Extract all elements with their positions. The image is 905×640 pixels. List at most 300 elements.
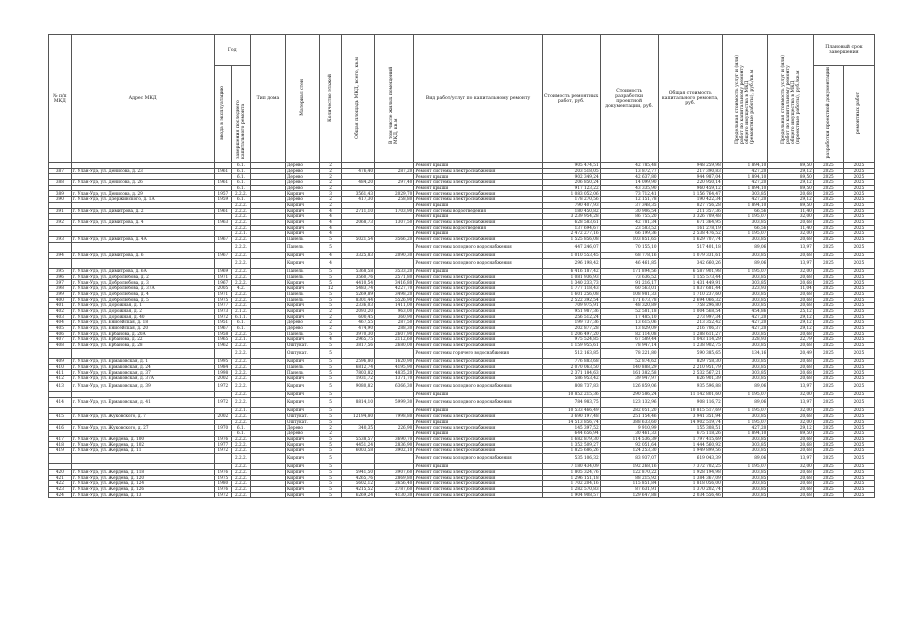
cell-limit-design: 20,68 (768, 486, 814, 492)
cell-total-cost: 1 155 573,44 (658, 274, 722, 280)
cell-limit-repair: 89,06 (722, 242, 768, 252)
cell-work-type: Ремонт крыши (414, 214, 542, 220)
cell-plan-design: 2025 (813, 225, 843, 231)
cell-total-cost: 590 385,65 (658, 348, 722, 358)
cell-year-built: 1975 (214, 297, 232, 303)
cell-wall-material: Дерево (286, 185, 320, 191)
cell-living-area: 3566,20 (375, 236, 414, 242)
cell-living-area: 1703,90 (375, 208, 414, 214)
table-row (49, 258, 875, 268)
table-row (49, 348, 875, 358)
cell-repair-cost: 951 987,36 (542, 308, 600, 314)
cell-floors: 5 (320, 236, 342, 242)
cell-house-type (250, 258, 285, 268)
cell-row-number: 398 (49, 286, 72, 292)
cell-plan-design: 2025 (813, 348, 843, 358)
cell-plan-design: 2025 (813, 274, 843, 280)
cell-wall-material: Оштукат. (286, 414, 320, 420)
cell-floors: 5 (320, 364, 342, 370)
cell-plan-design: 2025 (813, 253, 843, 259)
cell-design-cost: 87 631,91 (600, 486, 658, 492)
cell-wall-material: Оштукат. (286, 348, 320, 358)
cell-floors: 4 (320, 208, 342, 214)
cell-year-built: 1965 (214, 337, 232, 343)
cell-year-repair: 2.2.2. (232, 297, 251, 303)
cell-work-type: Ремонт системы электроснабжения (414, 236, 542, 242)
cell-limit-repair: 303,85 (722, 448, 768, 454)
cell-year-repair: 2.2.2. (232, 242, 251, 252)
cell-repair-cost: 975 524,85 (542, 337, 600, 343)
cell-work-type: Ремонт системы водоотведения (414, 225, 542, 231)
cell-design-cost: 83 937,07 (600, 453, 658, 463)
cell-plan-repair: 2025 (843, 231, 874, 237)
cell-work-type: Ремонт системы электроснабжения (414, 442, 542, 448)
cell-floors: 2 (320, 168, 342, 174)
cell-limit-design: 11,40 (768, 208, 814, 214)
cell-design-cost: 39 947,97 (600, 376, 658, 382)
cell-work-type: Ремонт системы электроснабжения (414, 448, 542, 454)
cell-plan-repair: 2025 (843, 325, 874, 331)
cell-total-area: 2711,10 (341, 208, 374, 214)
cell-year-built: 1975 (214, 475, 232, 481)
cell-year-repair: 2.2.2. (232, 475, 251, 481)
cell-floors: 5 (320, 486, 342, 492)
cell-limit-design: 29,12 (768, 320, 814, 326)
cell-repair-cost: 137 694,67 (542, 225, 600, 231)
cell-address: г. Улан-Удэ, ул. Ермаковская, д. 39 (71, 381, 214, 391)
cell-address (71, 453, 214, 463)
cell-repair-cost: 1 825 686,26 (542, 448, 600, 454)
cell-design-cost: 52 874,62 (600, 359, 658, 365)
cell-repair-cost: 1 083 052,06 (542, 191, 600, 197)
cell-plan-design: 2025 (813, 197, 843, 203)
cell-total-area: 5538,57 (341, 436, 374, 442)
cell-plan-design: 2025 (813, 269, 843, 275)
cell-repair-cost: 644 656,94 (542, 431, 600, 437)
cell-address (71, 258, 214, 268)
cell-repair-cost: 1 206 497,20 (542, 331, 600, 337)
cell-total-area: 3560,76 (341, 274, 374, 280)
cell-living-area: 1307,50 (375, 219, 414, 225)
cell-limit-design: 20,68 (768, 331, 814, 337)
cell-limit-repair: 1 894,10 (722, 185, 768, 191)
cell-total-cost: 758 296,80 (658, 303, 722, 309)
cell-floors: 2 (320, 308, 342, 314)
cell-limit-design: 29,12 (768, 325, 814, 331)
cell-wall-material: Дерево (286, 180, 320, 186)
cell-work-type: Ремонт системы водоотведения (414, 208, 542, 214)
table-row (49, 242, 875, 252)
cell-year-built: 1972 (214, 314, 232, 320)
cell-total-cost: 342 660,26 (658, 258, 722, 268)
cell-work-type: Ремонт системы холодного водоснабжения (414, 242, 542, 252)
cell-plan-repair: 2025 (843, 376, 874, 382)
cell-year-built: 1972 (214, 448, 232, 454)
cell-wall-material: Кирпич (286, 376, 320, 382)
cell-year-repair: 6.1. (232, 431, 251, 437)
cell-limit-design: 32,00 (768, 214, 814, 220)
cell-total-area: 5941,50 (341, 469, 374, 475)
cell-limit-design: 20,68 (768, 370, 814, 376)
cell-limit-design: 20,68 (768, 475, 814, 481)
cell-work-type: Ремонт системы электроснабжения (414, 303, 542, 309)
cell-design-cost: 14 099,90 (600, 180, 658, 186)
cell-limit-design: 29,12 (768, 314, 814, 320)
cell-limit-design: 29,12 (768, 425, 814, 431)
cell-limit-design: 89,50 (768, 174, 814, 180)
cell-row-number: 392 (49, 219, 72, 225)
cell-address: г. Улан-Удэ, ул. Дорожная, д. 1 (71, 303, 214, 309)
cell-row-number: 424 (49, 492, 72, 498)
cell-limit-design: 13,97 (768, 242, 814, 252)
cell-work-type: Ремонт крыши (414, 419, 542, 425)
cell-plan-repair: 2025 (843, 208, 874, 214)
header-plan-repair: ремонтных работ (843, 66, 874, 163)
cell-year-built: 1963 (214, 219, 232, 225)
cell-repair-cost: 1 525 856,08 (542, 236, 600, 242)
cell-limit-design: 11,40 (768, 225, 814, 231)
cell-limit-design: 20,68 (768, 280, 814, 286)
cell-total-cost: 1 837 681,44 (658, 286, 722, 292)
cell-repair-cost: 1 702 204,16 (542, 481, 600, 487)
cell-total-cost: 1 004 568,54 (658, 308, 722, 314)
cell-living-area (375, 348, 414, 358)
cell-total-cost: 213 352,42 (658, 320, 722, 326)
cell-repair-cost: 6 416 187,42 (542, 269, 600, 275)
cell-repair-cost: 1 352 509,27 (542, 442, 600, 448)
cell-total-cost: 1 949 899,56 (658, 448, 722, 454)
cell-plan-repair: 2025 (843, 242, 874, 252)
cell-year-built: 1967 (214, 325, 232, 331)
cell-floors: 5 (320, 436, 342, 442)
cell-wall-material: Панель (286, 364, 320, 370)
cell-address: г. Улан-Удэ, ул. Димитрова, д. 6 (71, 253, 214, 259)
cell-wall-material: Кирпич (286, 202, 320, 208)
cell-living-area: 3533,20 (375, 269, 414, 275)
cell-total-cost: 1 079 331,61 (658, 253, 722, 259)
cell-limit-repair: 1 894,10 (722, 202, 768, 208)
cell-floors: 5 (320, 269, 342, 275)
cell-design-cost: 78 947,14 (600, 343, 658, 349)
cell-limit-repair: 1 195,07 (722, 419, 768, 425)
table-body (49, 163, 875, 498)
cell-repair-cost: 784 983,75 (542, 397, 600, 407)
cell-design-cost: 60 563,01 (600, 286, 658, 292)
cell-design-cost: 48 320,89 (600, 303, 658, 309)
cell-wall-material: Кирпич (286, 258, 320, 268)
cell-address: г. Улан-Удэ, ул. Добролюбова, д. 2 (71, 274, 214, 280)
cell-row-number: 389 (49, 191, 72, 197)
cell-repair-cost: 1 777 118,43 (542, 286, 600, 292)
cell-plan-design: 2025 (813, 185, 843, 191)
cell-repair-cost: 1 340 233,73 (542, 280, 600, 286)
cell-repair-cost: 1 601 256,08 (542, 291, 600, 297)
cell-plan-design: 2025 (813, 370, 843, 376)
cell-year-built: 1967 (214, 253, 232, 259)
cell-work-type: Ремонт системы электроснабжения (414, 469, 542, 475)
cell-floors: 5 (320, 453, 342, 463)
cell-year-repair: 2.2.1. (232, 408, 251, 414)
cell-design-cost: 171 673,78 (600, 297, 658, 303)
cell-limit-repair: 1 195,07 (722, 392, 768, 398)
cell-limit-repair: 427,20 (722, 425, 768, 431)
cell-plan-repair: 2025 (843, 337, 874, 343)
cell-total-cost: 1 043 114,29 (658, 337, 722, 343)
cell-year-repair: 2.2.2. (232, 359, 251, 365)
cell-limit-repair: 303,85 (722, 364, 768, 370)
cell-limit-design: 20,68 (768, 274, 814, 280)
cell-year-repair: 2.2.2. (232, 397, 251, 407)
cell-design-cost: 251 154,46 (600, 414, 658, 420)
cell-wall-material: Кирпич (286, 219, 320, 225)
cell-work-type: Ремонт системы электроснабжения (414, 337, 542, 343)
cell-living-area: 226,90 (375, 425, 414, 431)
cell-house-type (250, 492, 285, 498)
cell-year-repair: 2.2.2. (232, 364, 251, 370)
cell-limit-design: 20,68 (768, 414, 814, 420)
cell-year-repair: 2.2.2. (232, 370, 251, 376)
cell-total-cost: 944 987,04 (658, 174, 722, 180)
cell-wall-material: Панель (286, 291, 320, 297)
cell-plan-repair: 2025 (843, 180, 874, 186)
cell-address: г. Улан-Удэ, ул. Ермаковская, д. 1 (71, 359, 214, 365)
cell-limit-repair: 303,85 (722, 436, 768, 442)
cell-limit-repair: 303,85 (722, 191, 768, 197)
header-floors: Количество этажей (320, 35, 342, 163)
cell-plan-design: 2025 (813, 475, 843, 481)
cell-row-number: 420 (49, 469, 72, 475)
cell-plan-repair: 2025 (843, 486, 874, 492)
cell-total-area: 476,40 (341, 168, 374, 174)
cell-limit-design: 29,12 (768, 168, 814, 174)
cell-repair-cost: 7 180 434,09 (542, 464, 600, 470)
cell-plan-design: 2025 (813, 325, 843, 331)
cell-limit-repair: 89,06 (722, 397, 768, 407)
cell-plan-repair: 2025 (843, 397, 874, 407)
cell-work-type: Ремонт системы электроснабжения (414, 253, 542, 259)
cell-total-area: 1931,72 (341, 376, 374, 382)
cell-work-type: Ремонт системы холодного водоснабжения (414, 453, 542, 463)
cell-plan-repair: 2025 (843, 414, 874, 420)
cell-year-built: 1961 (214, 180, 232, 186)
header-limit-repair: Предельная стоимость услуг и (или) работ по капитальному ремонту общего имущества в МКД (ремонтные работы), руб./кв.м (722, 35, 768, 163)
cell-year-built: 1969 (214, 269, 232, 275)
cell-floors: 4 (320, 225, 342, 231)
cell-plan-repair: 2025 (843, 269, 874, 275)
cell-total-cost: 10 815 517,69 (658, 408, 722, 414)
cell-total-cost: 1 431 449,91 (658, 280, 722, 286)
cell-work-type: Ремонт крыши (414, 431, 542, 437)
cell-design-cost: 12 151,78 (600, 197, 658, 203)
cell-plan-repair: 2025 (843, 436, 874, 442)
cell-design-cost: 37 348,35 (600, 202, 658, 208)
cell-plan-repair: 2025 (843, 453, 874, 463)
cell-wall-material: Кирпич (286, 397, 320, 407)
cell-address (71, 242, 214, 252)
cell-limit-repair: 427,20 (722, 320, 768, 326)
cell-floors: 4 (320, 253, 342, 259)
cell-design-cost: 9 910,99 (600, 425, 658, 431)
cell-living-area: 2571,80 (375, 274, 414, 280)
cell-plan-design: 2025 (813, 486, 843, 492)
cell-design-cost: 86 755,20 (600, 214, 658, 220)
cell-limit-repair: 427,20 (722, 180, 768, 186)
cell-total-area: 6003,58 (341, 448, 374, 454)
cell-row-number: 416 (49, 425, 72, 431)
cell-total-cost: 3 326 709,48 (658, 214, 722, 220)
cell-floors: 5 (320, 475, 342, 481)
cell-address: г. Улан-Удэ, ул. Денисова, д. 29 (71, 191, 214, 197)
cell-plan-design: 2025 (813, 303, 843, 309)
cell-limit-repair: 89,06 (722, 258, 768, 268)
cell-limit-repair: 303,85 (722, 469, 768, 475)
cell-plan-repair: 2025 (843, 481, 874, 487)
cell-plan-design: 2025 (813, 419, 843, 425)
cell-total-cost: 517 401,18 (658, 242, 722, 252)
cell-total-area: 600,45 (341, 314, 374, 320)
cell-plan-design: 2025 (813, 320, 843, 326)
cell-total-area: 5602,12 (341, 481, 374, 487)
cell-plan-repair: 2025 (843, 225, 874, 231)
cell-repair-cost: 1 805 324,76 (542, 469, 600, 475)
cell-repair-cost: 1 010 553,45 (542, 253, 600, 259)
cell-repair-cost: 709 975,91 (542, 303, 600, 309)
cell-row-number: 409 (49, 359, 72, 365)
cell-year-built: 1971 (214, 291, 232, 297)
cell-work-type: Ремонт крыши (414, 408, 542, 414)
cell-plan-repair: 2025 (843, 408, 874, 414)
cell-address: г. Улан-Удэ, ул. Жердева, д. 13 (71, 492, 214, 498)
cell-living-area: 2607,90 (375, 331, 414, 337)
cell-address: г. Улан-Удэ, ул. Жердева, д. 124 (71, 481, 214, 487)
cell-address: г. Улан-Удэ, ул. Жердева, д. 126 (71, 486, 214, 492)
cell-address: г. Улан-Удэ, ул. Дорожная, д. 2 (71, 308, 214, 314)
cell-plan-design: 2025 (813, 343, 843, 349)
header-design-cost: Стоимость разработки проектной документации, руб. (600, 35, 658, 163)
cell-row-number: 412 (49, 376, 72, 382)
cell-repair-cost: 206 850,24 (542, 180, 600, 186)
cell-year-repair: 2.2.2. (232, 464, 251, 470)
cell-floors: 5 (320, 291, 342, 297)
header-plan-design: разработки проектной документации (813, 66, 843, 163)
cell-repair-cost: 2 522 392,54 (542, 297, 600, 303)
cell-total-cost: 1 384 367,09 (658, 475, 722, 481)
cell-row-number: 387 (49, 168, 72, 174)
cell-work-type: Ремонт системы электроснабжения (414, 492, 542, 498)
cell-total-cost: 829 758,30 (658, 359, 722, 365)
cell-total-cost: 161 278,19 (658, 225, 722, 231)
cell-plan-repair: 2025 (843, 291, 874, 297)
cell-total-cost: 2 210 951,79 (658, 364, 722, 370)
cell-total-area: 4410,54 (341, 280, 374, 286)
cell-year-repair: 2.2.1. (232, 337, 251, 343)
cell-limit-repair: 303,85 (722, 280, 768, 286)
cell-house-type (250, 381, 285, 391)
cell-limit-design: 20,68 (768, 219, 814, 225)
cell-wall-material: Панель (286, 236, 320, 242)
cell-repair-cost: 447 246,07 (542, 242, 600, 252)
cell-year-repair: 2.2.2. (232, 303, 251, 309)
cell-house-type (250, 397, 285, 407)
cell-wall-material: Панель (286, 269, 320, 275)
cell-floors: 2 (320, 185, 342, 191)
cell-wall-material: Кирпич (286, 475, 320, 481)
cell-total-cost: 671 364,95 (658, 219, 722, 225)
cell-work-type: Ремонт системы электроснабжения (414, 191, 542, 197)
cell-limit-repair: 323,93 (722, 286, 768, 292)
cell-floors: 5 (320, 280, 342, 286)
cell-total-cost: 1 629 707,74 (658, 236, 722, 242)
cell-row-number: 393 (49, 236, 72, 242)
cell-row-number: 402 (49, 308, 72, 314)
cell-total-cost: 1 818 056,00 (658, 481, 722, 487)
cell-wall-material: Кирпич (286, 280, 320, 286)
cell-wall-material: Оштукат. (286, 343, 320, 349)
cell-work-type: Ремонт системы холодного водоснабжения (414, 397, 542, 407)
cell-design-cost: 73 636,52 (600, 274, 658, 280)
cell-plan-design: 2025 (813, 425, 843, 431)
cell-year-repair: 2.2.2. (232, 486, 251, 492)
cell-design-cost: 114 536,39 (600, 436, 658, 442)
cell-living-area (375, 453, 414, 463)
cell-living-area: 7998,80 (375, 414, 414, 420)
cell-wall-material: Кирпич (286, 464, 320, 470)
cell-plan-design: 2025 (813, 297, 843, 303)
cell-plan-repair: 2025 (843, 163, 874, 169)
cell-limit-design: 20,68 (768, 442, 814, 448)
cell-living-area: 4130,30 (375, 492, 414, 498)
cell-total-cost: 675 118,26 (658, 431, 722, 437)
cell-living-area: 2869,80 (375, 475, 414, 481)
cell-floors: 5 (320, 297, 342, 303)
cell-plan-repair: 2025 (843, 425, 874, 431)
cell-year-repair: 6.1. (232, 180, 251, 186)
cell-repair-cost: 628 583,61 (542, 219, 600, 225)
cell-work-type: Ремонт системы электроснабжения (414, 481, 542, 487)
cell-design-cost: 126 859,06 (600, 381, 658, 391)
cell-year-repair: 2.2.2. (232, 191, 251, 197)
capital-repair-table (48, 34, 875, 498)
cell-plan-repair: 2025 (843, 359, 874, 365)
cell-row-number: 414 (49, 397, 72, 407)
cell-total-cost: 220 950,14 (658, 180, 722, 186)
cell-plan-repair: 2025 (843, 419, 874, 425)
cell-year-repair: 2.2.2. (232, 442, 251, 448)
cell-plan-design: 2025 (813, 337, 843, 343)
cell-work-type: Ремонт системы электроснабжения (414, 370, 542, 376)
cell-limit-repair: 66,56 (722, 208, 768, 214)
cell-work-type: Ремонт системы электроснабжения (414, 180, 542, 186)
cell-wall-material: Кирпич (286, 453, 320, 463)
cell-limit-repair: 303,85 (722, 331, 768, 337)
cell-total-area: 4265,76 (341, 475, 374, 481)
cell-living-area: 2029,70 (375, 191, 414, 197)
cell-wall-material: Дерево (286, 425, 320, 431)
cell-plan-repair: 2025 (843, 364, 874, 370)
cell-limit-repair: 1 195,07 (722, 231, 768, 237)
cell-design-cost: 123 132,96 (600, 397, 658, 407)
cell-total-area: 474,90 (341, 325, 374, 331)
cell-work-type: Ремонт системы электроснабжения (414, 414, 542, 420)
cell-address: г. Улан-Удэ, ул. Ермаковская, д. 24 (71, 364, 214, 370)
cell-row-number (49, 348, 72, 358)
cell-total-area (341, 242, 374, 252)
cell-limit-repair: 1 195,07 (722, 408, 768, 414)
cell-year-repair: 2.2.2. (232, 274, 251, 280)
cell-plan-repair: 2025 (843, 253, 874, 259)
cell-row-number: 399 (49, 291, 72, 297)
cell-year-repair: 6.1. (232, 325, 251, 331)
